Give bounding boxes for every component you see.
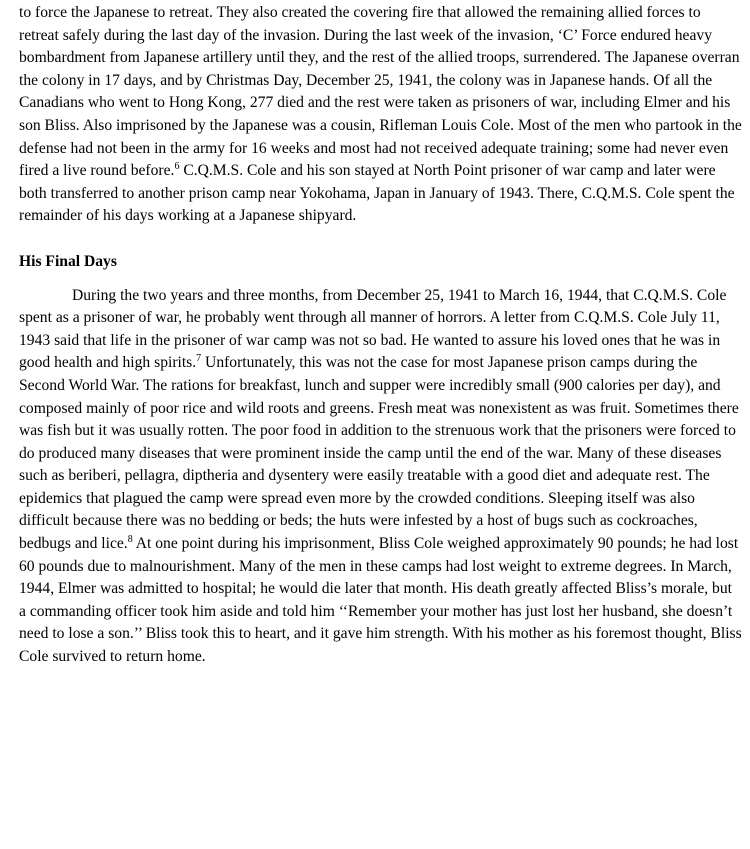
paragraph-2-text-c: At one point during his imprisonment, Bliss Cole weighed approximately 90 pounds; he had lost 60 pounds due to malnourishment. Many of the men in these camps had lost weight to extreme degrees. In March, 1944, Elmer was admitted to hospital; he would die later that month. His death greatly affected Bliss’s morale, but a commanding officer took him aside and told him ‘‘Remember your mother has just lost her husband, she doesn’t need to lose a son.’’ Bliss took this to heart, and it gave him strength. With his mother as his foremost thought, Bliss Cole survived to return home. [19,535,742,666]
footnote-marker-7: 7 [196,353,202,365]
paragraph-1-text-b: C.Q.M.S. Cole and his son stayed at North Point prisoner of war camp and later were both transferred to another prison camp near Yokohama, Japan in January of 1943. There, C.Q.M.S. Cole spent the remainder of his days working at a Japanese shipyard. [19,162,735,225]
paragraph-2-text-b: Unfortunately, this was not the case for most Japanese prison camps during the Second World War. The rations for breakfast, lunch and supper were incredibly small (900 calories per day), and composed mainly of poor rice and wild roots and greens. Fresh meat was nonexistent as was fruit. Sometimes there was fish but it was usually rotten. The poor food in addition to the strenuous work that the prisoners were forced to do produced many diseases that were prominent inside the camp until the end of the war. Many of these diseases such as beriberi, pellagra, diptheria and dysentery were easily treatable with a good diet and adequate rest. The epidemics that plagued the camp were spread even more by the crowded conditions. Sleeping itself was also difficult because there was no bedding or beds; the huts were infested by a host of bugs such as cockroaches, bedbugs and lice. [19,354,739,553]
paragraph-2-text-a: During the two years and three months, from December 25, 1941 to March 16, 1944, that C.Q.M.S. Cole spent as a prisoner of war, he probably went through all manner of horrors. A letter from C.Q.M.S. Cole July 11, 1943 said that life in the prisoner of war camp was not so bad. He wanted to assure his loved ones that he was in good health and high spirits. [19,286,727,372]
body-paragraph-1 [19,2,742,228]
footnote-marker-6: 6 [174,161,180,173]
body-paragraph-2 [19,285,742,669]
section-heading: His Final Days [19,252,117,270]
paragraph-1-text-a: to force the Japanese to retreat. They also created the covering fire that allowed the remaining allied forces to retreat safely during the last day of the invasion. During the last week of the invasion, ‘C’ Force endured heavy bombardment from Japanese artillery until they, and the rest of the allied troops, surrendered. The Japanese overran the colony in 17 days, and by Christmas Day, December 25, 1941, the colony was in Japanese hands. Of all the Canadians who went to Hong Kong, 277 died and the rest were taken as prisoners of war, including Elmer and his son Bliss. Also imprisoned by the Japanese was a cousin, Rifleman Louis Cole. Most of the men who partook in the defense had not been in the army for 16 weeks and most had not received adequate training; some had never even fired a live round before. [19,4,742,180]
footnote-marker-8: 8 [127,534,133,546]
